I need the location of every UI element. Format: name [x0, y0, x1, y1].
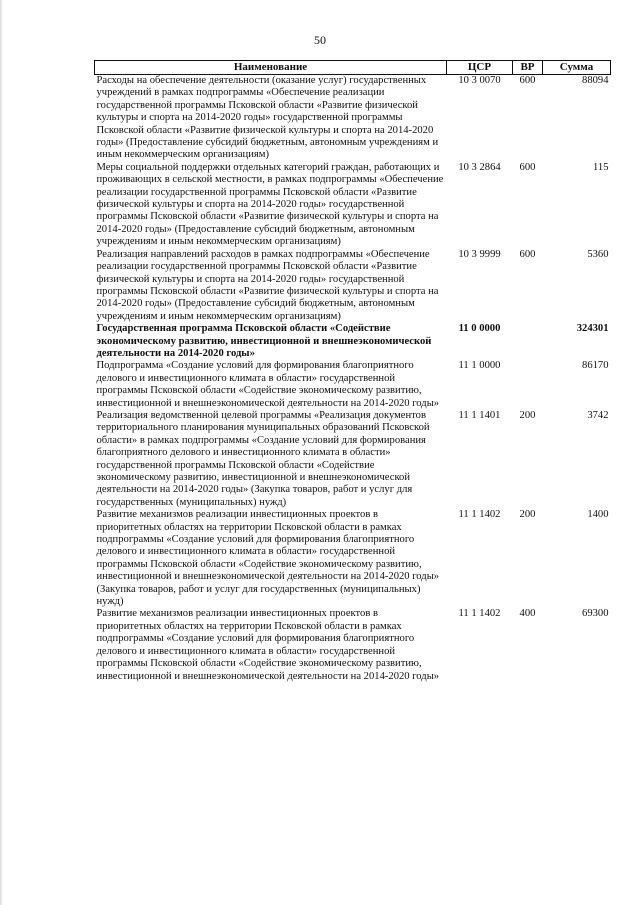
table-row	[95, 410, 611, 509]
row-sum: 5360	[587, 248, 609, 260]
header-name: Наименование	[95, 61, 447, 75]
row-csr: 11 1 0000	[458, 360, 501, 372]
header-vr: ВР	[513, 61, 543, 75]
row-name: Развитие механизмов реализации инвестиционных проектов в приоритетных областях на территории Псковской области в рамках подпрограммы «Создание условий для формирования благоприятного делового и инвестиционного климата в области» государственной программы Псковской области «Содействие экономическому развитию, инвестиционной и внешнеэкономической деятельности на 2014-2020 годы» (Закупка товаров, работ и услуг для государственных (муниципальных) нужд)	[96, 509, 440, 608]
row-name: Реализация направлений расходов в рамках подпрограммы «Обеспечение реализации государственной программы Псковской области «Развитие физической культуры и спорта на 2014-2020 годы» государственной программы Псковской области «Развитие физической культуры и спорта на 2014-2020 годы» (Предоставление субсидий бюджетным, автономным учреждениям и иным некоммерческим организациям)	[96, 248, 439, 322]
row-vr: 400	[519, 608, 536, 620]
table-row	[95, 323, 611, 360]
row-vr: 200	[519, 409, 536, 421]
row-sum: 88094	[582, 75, 609, 86]
table-row	[95, 608, 611, 682]
table-header-row	[95, 61, 611, 75]
table-row	[95, 75, 611, 162]
row-name: Государственная программа Псковской области «Содействие экономическому развитию, инвестиционной и внешнеэкономической деятельности на 2014-2020 годы»	[96, 323, 432, 359]
row-csr: 11 1 1402	[458, 509, 501, 521]
table-row	[95, 509, 611, 608]
scan-edge	[0, 0, 3, 905]
row-sum: 86170	[582, 360, 609, 372]
header-csr: ЦСР	[447, 61, 513, 75]
row-csr: 11 1 1401	[458, 409, 501, 421]
header-sum: Сумма	[543, 61, 611, 75]
row-csr: 11 1 1402	[458, 608, 501, 620]
row-sum: 324301	[576, 323, 609, 335]
row-csr: 10 3 0070	[458, 75, 501, 86]
row-name: Меры социальной поддержки отдельных категорий граждан, работающих и проживающих в сельской местности, в рамках подпрограммы «Обеспечение реализации государственной программы Псковской области «Развитие физической культуры и спорта на 2014-2020 годы» государственной программы Псковской области «Развитие физической культуры и спорта на 2014-2020 годы» (Предоставление субсидий бюджетным, автономным учреждениям и иным некоммерческим организациям)	[96, 161, 444, 248]
row-name: Подпрограмма «Создание условий для формирования благоприятного делового и инвестиционного климата в области» государственной программы Псковской области «Содействие экономическому развитию, инвестиционной и внешнеэкономической деятельности на 2014-2020 годы»	[96, 360, 440, 409]
row-vr: 600	[519, 75, 536, 86]
row-vr: 200	[519, 509, 536, 521]
row-name: Реализация ведомственной целевой программы «Реализация документов территориального планирования муниципальных образований Псковской области» в рамках подпрограммы «Создание условий для формирования благоприятного делового и инвестиционного климата в области» государственной программы Псковской области «Содействие экономическому развитию, инвестиционной и внешнеэкономической деятельности на 2014-2020 годы» (Закупка товаров, работ и услуг для государственных (муниципальных) нужд)	[96, 409, 430, 508]
row-sum: 115	[593, 161, 609, 173]
row-csr: 10 3 9999	[458, 248, 501, 260]
table-row	[95, 360, 611, 410]
budget-table	[94, 60, 611, 683]
row-sum: 1400	[587, 509, 609, 521]
table-row	[95, 162, 611, 249]
row-vr	[513, 323, 543, 360]
row-vr: 600	[519, 248, 536, 260]
row-csr: 11 0 0000	[458, 323, 501, 335]
page-number: 50	[314, 33, 326, 47]
table-row	[95, 249, 611, 323]
row-vr: 600	[519, 161, 536, 173]
row-sum: 69300	[582, 608, 609, 620]
row-sum: 3742	[587, 409, 609, 421]
row-csr: 10 3 2864	[458, 161, 501, 173]
row-vr	[513, 360, 543, 410]
row-name: Расходы на обеспечение деятельности (оказание услуг) государственных учреждений в рамках подпрограммы «Обеспечение реализации государственной программы Псковской области «Развитие физической культуры и спорта на 2014-2020 годы» государственной программы Псковской области «Развитие физической культуры и спорта на 2014-2020 годы» (Предоставление субсидий бюджетным, автономным учреждениям и иным некоммерческим организациям)	[96, 75, 439, 161]
row-name: Развитие механизмов реализации инвестиционных проектов в приоритетных областях на территории Псковской области в рамках подпрограммы «Создание условий для формирования благоприятного делового и инвестиционного климата в области» государственной программы Псковской области «Содействие экономическому развитию, инвестиционной и внешнеэкономической деятельности на 2014-2020 годы»	[96, 608, 440, 682]
